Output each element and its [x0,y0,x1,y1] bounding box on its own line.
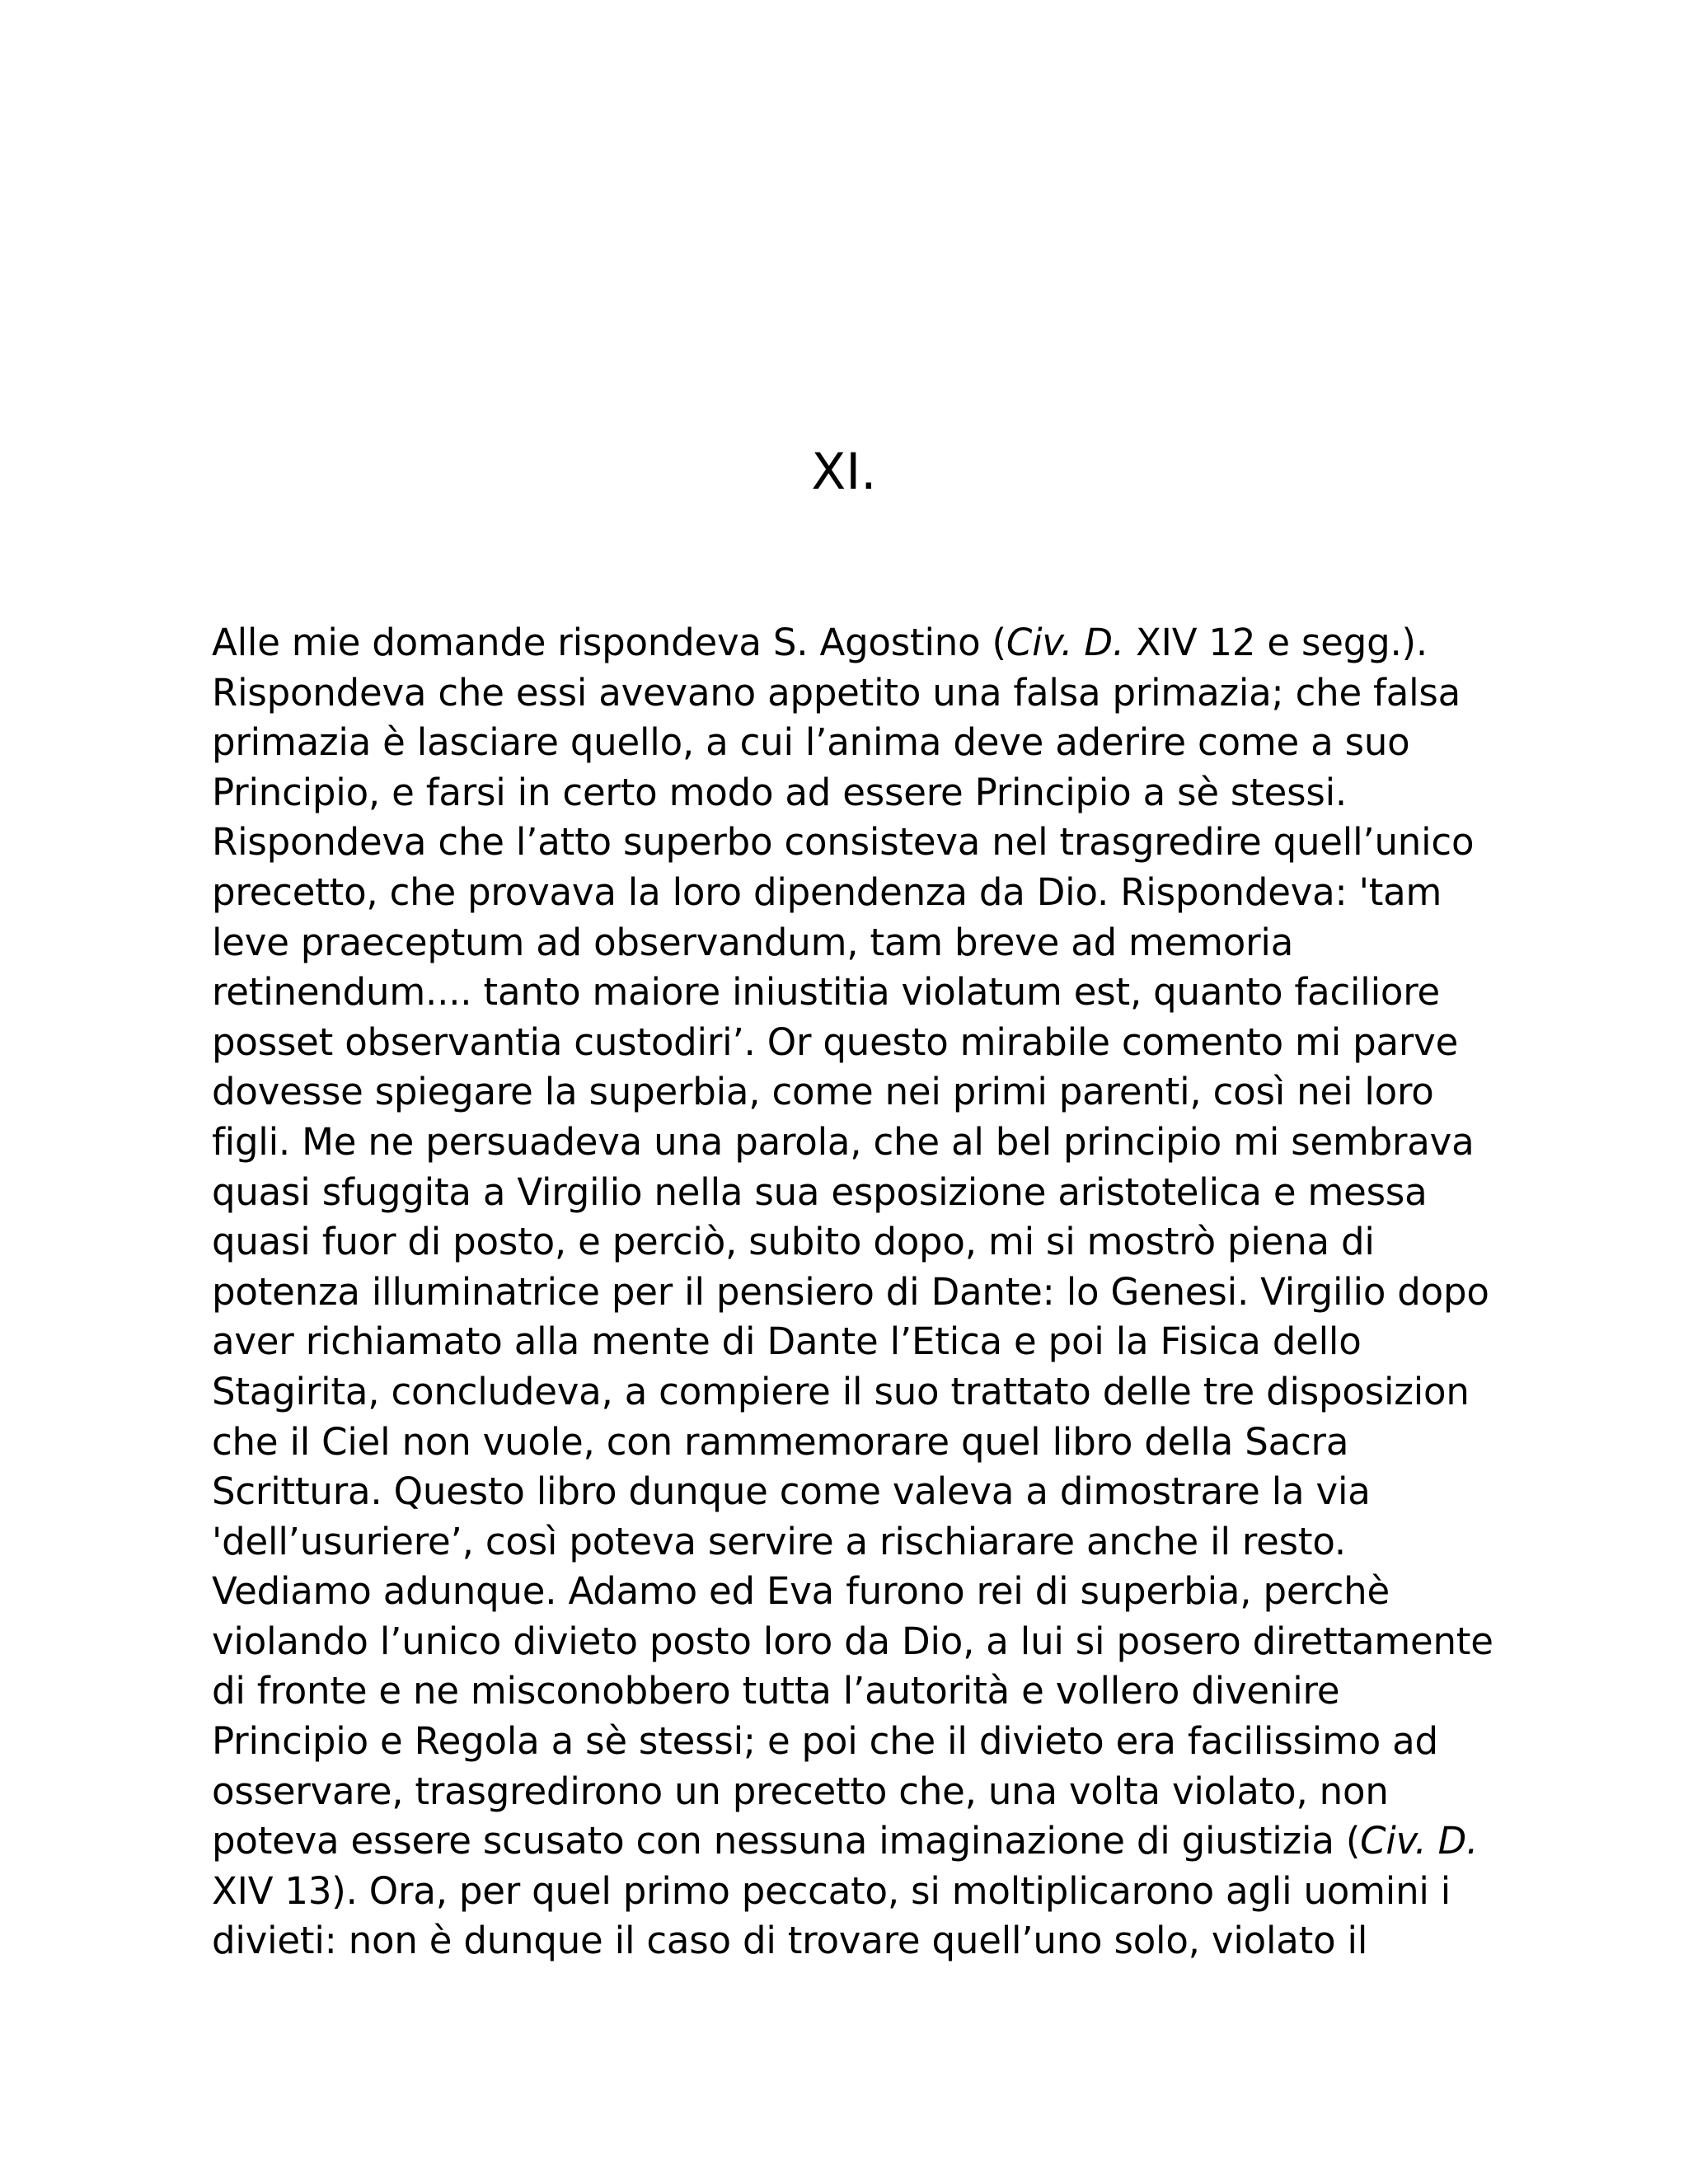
text-segment: Principio e Regola a sè stessi; e poi che il divieto era facilissimo ad [212,1719,1438,1764]
text-segment: posset observantia custodiri’. Or questo mirabile comento mi parve [212,1019,1459,1064]
text-line [212,818,1531,868]
text-line [212,1168,1531,1218]
text-segment: quasi sfuggita a Virgilio nella sua esposizione aristotelica e messa [212,1169,1428,1214]
text-segment: Vediamo adunque. Adamo ed Eva furono rei di superbia, perchè [212,1569,1390,1614]
text-segment: 'dell’usuriere’, così poteva servire a rischiarare anche il resto. [212,1519,1346,1563]
text-segment: quasi fuor di posto, e perciò, subito dopo, mi si mostrò piena di [212,1220,1375,1264]
text-line [212,1118,1531,1168]
citation-italic: Civ. D. [1360,1819,1479,1863]
citation-italic: Civ. D. [1006,621,1124,664]
text-line [212,1617,1531,1667]
text-line [212,868,1531,918]
text-segment: che il Ciel non vuole, con rammemorare quel libro della Sacra [212,1419,1349,1464]
chapter-heading: XI. [811,443,877,501]
text-segment: XIV 12 e segg.). [1123,621,1428,664]
text-line [212,618,1531,668]
text-line [212,1916,1531,1966]
text-segment: poteva essere scusato con nessuna imaginazione di giustizia ( [212,1819,1361,1863]
text-line [212,1418,1531,1468]
text-segment: dovesse spiegare la superbia, come nei primi parenti, così nei loro [212,1070,1434,1114]
text-line [212,1268,1531,1318]
text-line [212,1816,1531,1867]
text-segment: Alle mie domande rispondeva S. Agostino ( [212,621,1006,664]
text-line [212,718,1531,768]
text-segment: osservare, trasgredirono un precetto che, una volta violato, non [212,1769,1389,1813]
text-line [212,918,1531,968]
text-line [212,1018,1531,1068]
text-segment: potenza illuminatrice per il pensiero di Dante: lo Genesi. Virgilio dopo [212,1269,1489,1314]
text-line [212,1467,1531,1517]
text-segment: Rispondeva che l’atto superbo consisteva nel trasgredire quell’unico [212,820,1475,865]
text-line [212,1666,1531,1717]
text-line [212,1067,1531,1118]
text-line [212,1217,1531,1268]
text-line [212,668,1531,719]
text-line [212,1517,1531,1568]
text-line [212,1717,1531,1767]
text-line [212,1317,1531,1367]
text-line [212,968,1531,1018]
text-segment: leve praeceptum ad observandum, tam breve ad memoria [212,920,1294,964]
text-line [212,768,1531,818]
text-segment: precetto, che provava la loro dipendenza da Dio. Rispondeva: 'tam [212,869,1442,914]
text-segment: divieti: non è dunque il caso di trovare quell’uno solo, violato il [212,1919,1368,1963]
text-segment: di fronte e ne misconobbero tutta l’autorità e vollero divenire [212,1669,1340,1713]
text-segment: Principio, e farsi in certo modo ad essere Principio a sè stessi. [212,770,1347,814]
body-paragraph [212,618,1531,1966]
text-line [212,1767,1531,1817]
text-line [212,1867,1531,1917]
text-segment: Rispondeva che essi avevano appetito una falsa primazia; che falsa [212,670,1461,715]
text-line [212,1567,1531,1617]
text-segment: retinendum.... tanto maiore iniustitia violatum est, quanto faciliore [212,970,1441,1015]
text-segment: aver richiamato alla mente di Dante l’Etica e poi la Fisica dello [212,1319,1362,1364]
text-segment: primazia è lasciare quello, a cui l’anima deve aderire come a suo [212,720,1410,765]
text-segment: Stagirita, concludeva, a compiere il suo trattato delle tre disposizion [212,1369,1470,1413]
text-segment: Scrittura. Questo libro dunque come valeva a dimostrare la via [212,1469,1371,1514]
text-segment: figli. Me ne persuadeva una parola, che al bel principio mi sembrava [212,1119,1475,1164]
text-segment: XIV 13). Ora, per quel primo peccato, si moltiplicarono agli uomini i [212,1868,1451,1913]
text-segment: violando l’unico divieto posto loro da Dio, a lui si posero direttamente [212,1619,1493,1663]
text-line [212,1367,1531,1418]
